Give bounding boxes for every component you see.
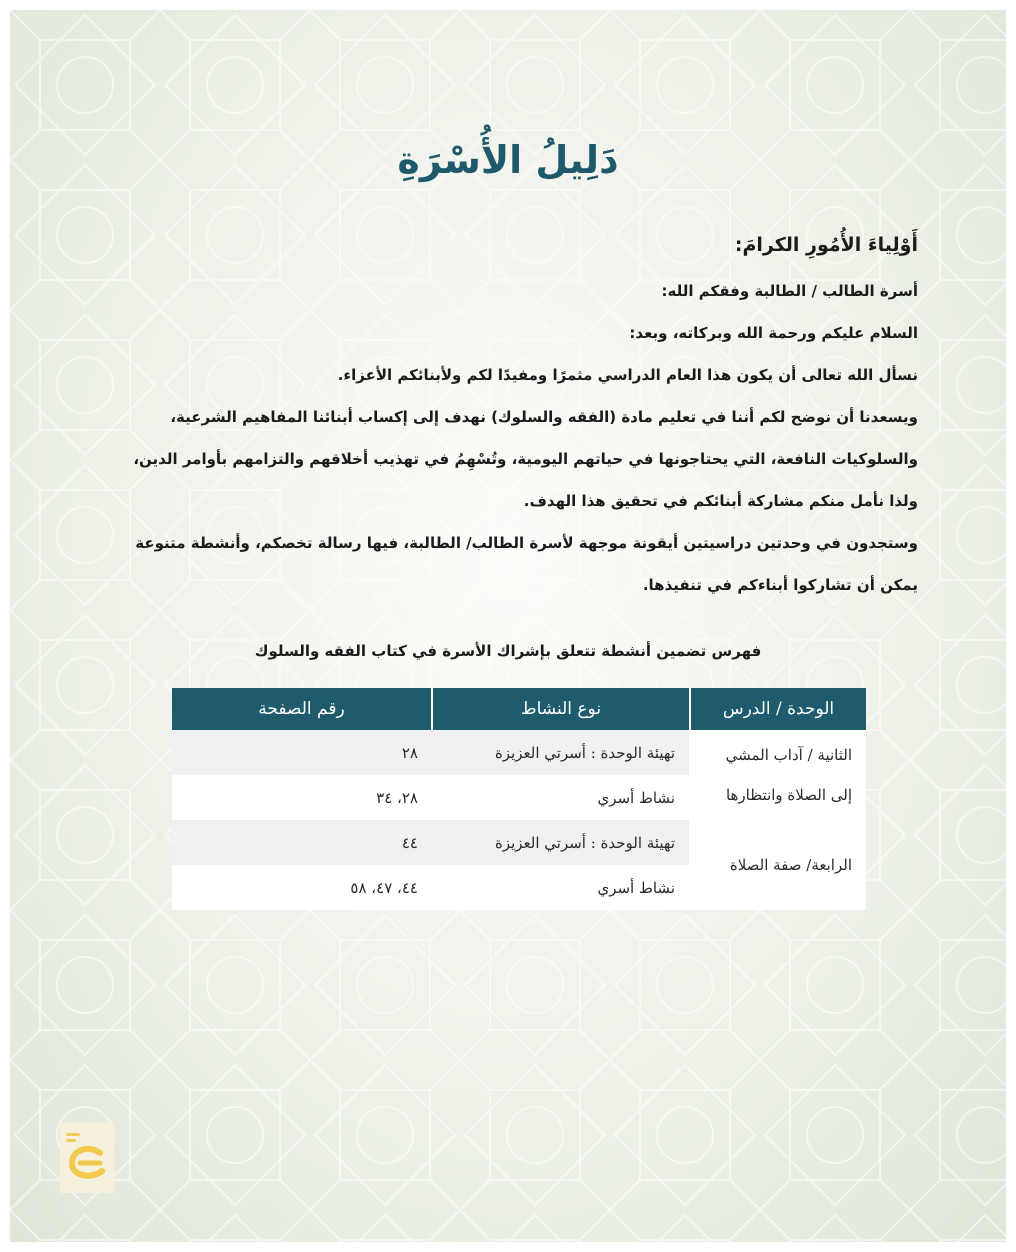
paragraph-units-line: وستجدون في وحدتين دراسيتين أيقونة موجهة لأسرة الطالب/ الطالبة، فيها رسالة تخصكم، وأنشطة متنوعة <box>135 534 918 552</box>
paragraph-goal-line: والسلوكيات النافعة، التي يحتاجونها في حياتهم اليومية، وتُسْهِمُ في تهذيب أخلاقهم والتزامهم بأوامر الدين، <box>133 450 918 468</box>
activity-cell: تهيئة الوحدة : أسرتي العزيزة <box>432 820 690 865</box>
salutation: أَوْلِياءَ الأُمُورِ الكرامَ: <box>734 234 918 256</box>
header-activity: نوع النشاط <box>432 688 690 730</box>
table-header-row <box>172 688 866 730</box>
activities-index-table <box>172 688 866 910</box>
page-cell: ٤٤، ٤٧، ٥٨ <box>172 865 432 910</box>
page-cell: ٤٤ <box>172 820 432 865</box>
background-pattern <box>10 10 1006 1242</box>
page-cell: ٢٨ <box>172 730 432 775</box>
page-title: دَلِيلُ الأُسْرَةِ <box>397 138 619 182</box>
paragraph-units <box>98 530 918 598</box>
publisher-logo <box>60 1123 114 1193</box>
header-unit: الوحدة / الدرس <box>690 688 866 730</box>
paragraph-goal-line: ولذا نأمل منكم مشاركة أبنائكم في تحقيق هذا الهدف. <box>523 492 918 510</box>
unit-cell: الثانية / آداب المشي إلى الصلاة وانتظارها <box>690 730 866 820</box>
page <box>10 10 1006 1242</box>
paragraph-intro: نسأل الله تعالى أن يكون هذا العام الدراسي مثمرًا ومفيدًا لكم ولأبنائكم الأعزاء. <box>337 366 918 384</box>
page-cell: ٢٨، ٣٤ <box>172 775 432 820</box>
paragraph-goal <box>98 404 918 514</box>
greeting-family: أسرة الطالب / الطالبة وفقكم الله: <box>661 282 918 300</box>
table-row <box>172 730 866 775</box>
activity-cell: نشاط أسري <box>432 775 690 820</box>
header-page: رقم الصفحة <box>172 688 432 730</box>
greeting-salam: السلام عليكم ورحمة الله وبركاته، وبعد: <box>629 324 918 342</box>
activity-cell: نشاط أسري <box>432 865 690 910</box>
activity-cell: تهيئة الوحدة : أسرتي العزيزة <box>432 730 690 775</box>
index-caption: فهرس تضمين أنشطة تتعلق بإشراك الأسرة في كتاب الفقه والسلوك <box>254 642 762 660</box>
paragraph-units-line: يمكن أن تشاركوا أبناءكم في تنفيذها. <box>642 576 918 594</box>
paragraph-goal-line: ويسعدنا أن نوضح لكم أننا في تعليم مادة (الفقه والسلوك) نهدف إلى إكساب أبنائنا المفاهيم الشرعية، <box>170 408 918 426</box>
letter-body <box>98 232 918 614</box>
table-row <box>172 820 866 865</box>
logo-mark-icon <box>60 1123 114 1193</box>
unit-cell: الرابعة/ صفة الصلاة <box>690 820 866 910</box>
